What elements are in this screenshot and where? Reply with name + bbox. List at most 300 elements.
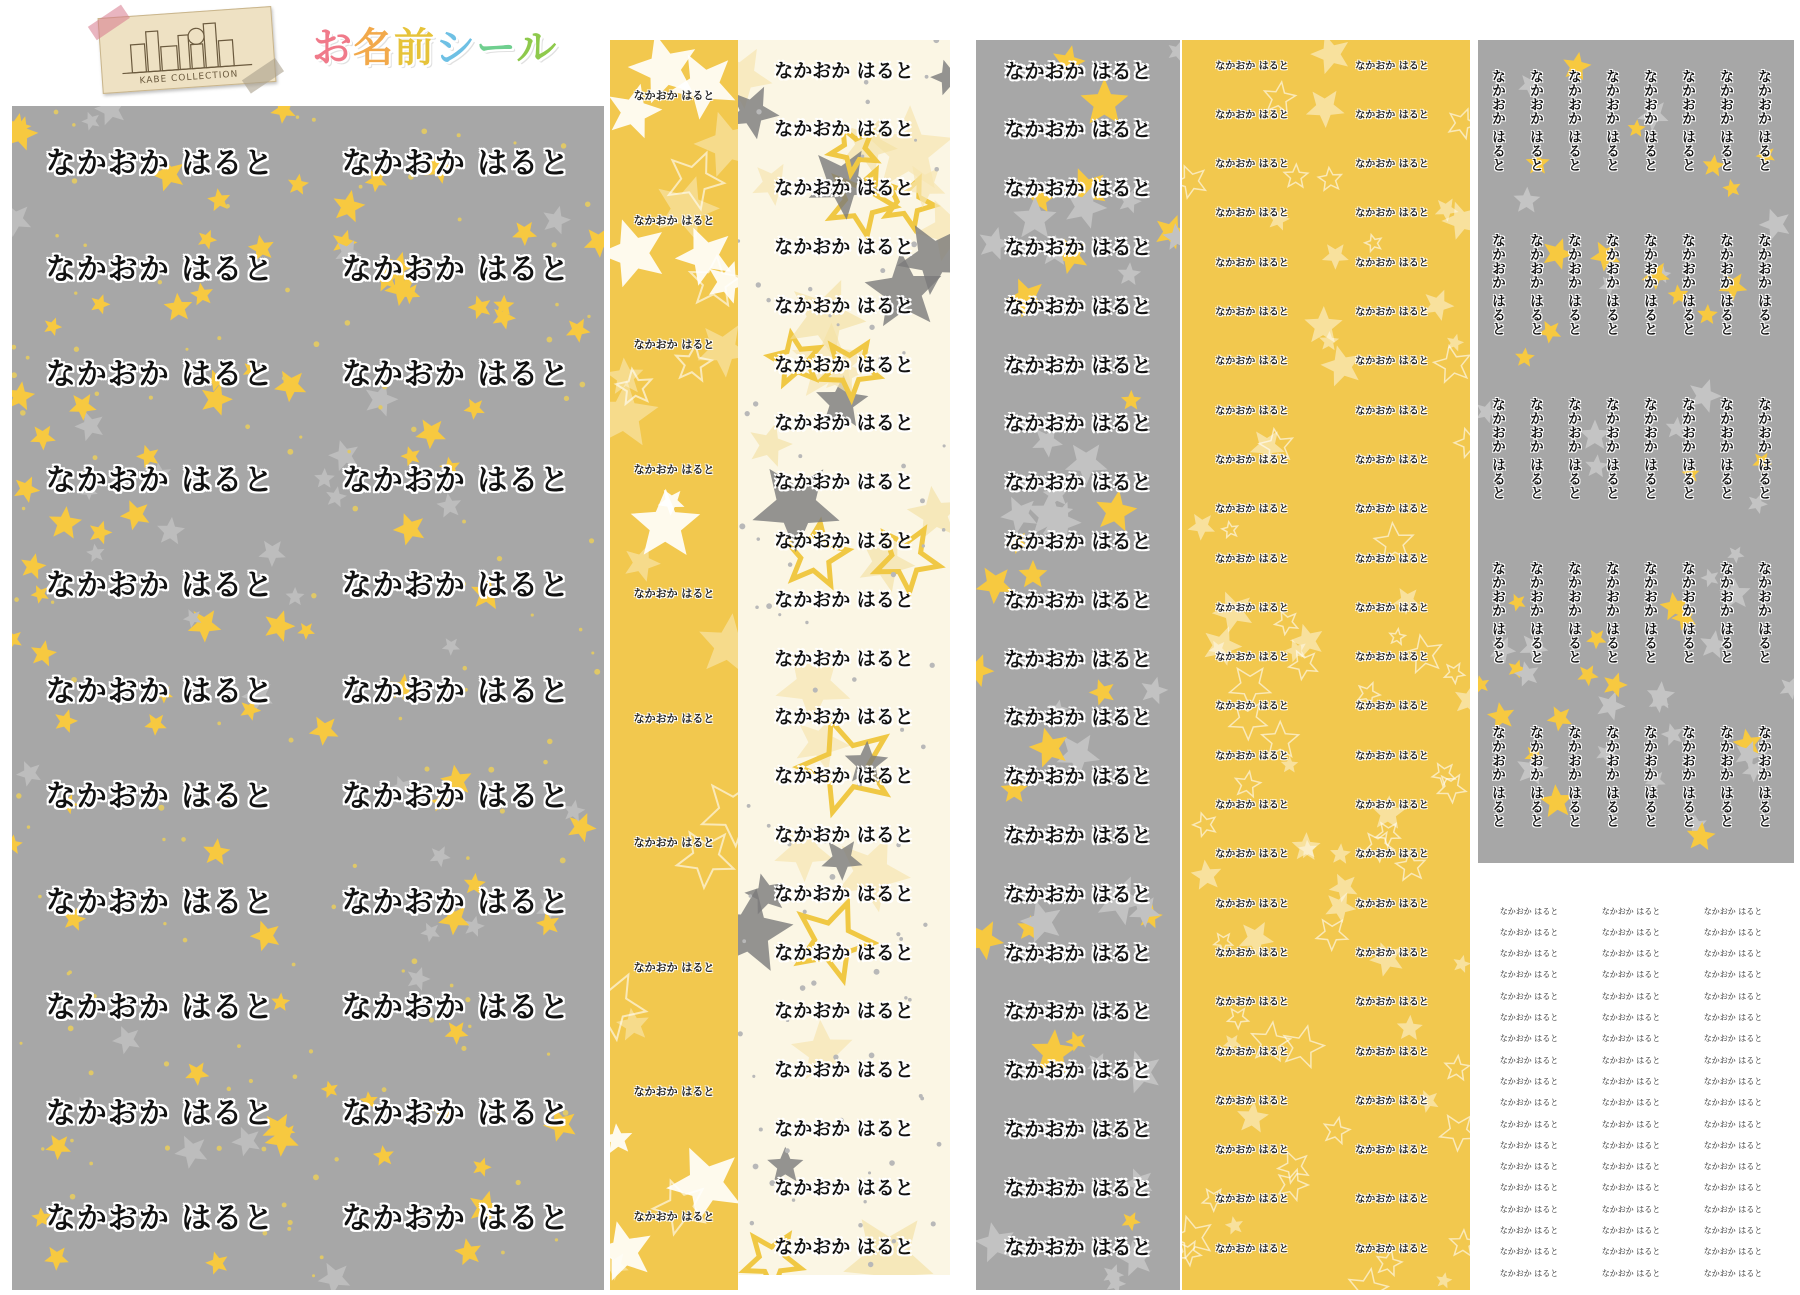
name-sticker: なかおか はると <box>1680 396 1696 500</box>
name-sticker: なかおか はると <box>1756 396 1772 500</box>
name-sticker: なかおか はると <box>1004 234 1152 259</box>
dot-decoration <box>919 1094 923 1098</box>
dot-decoration <box>852 677 857 682</box>
name-sticker: なかおか はると <box>1215 356 1289 368</box>
name-sticker: なかおか はると <box>1355 60 1429 72</box>
name-sticker: なかおか はると <box>1703 1013 1763 1022</box>
name-sticker: なかおか はると <box>1703 1034 1763 1044</box>
star-icon <box>1349 1269 1388 1290</box>
name-sticker: なかおか はると <box>1499 991 1559 1001</box>
dot-decoration <box>811 980 816 985</box>
name-sticker: なかおか はると <box>1004 587 1152 612</box>
title-char: ル <box>516 25 558 71</box>
name-sticker: なかおか はると <box>1604 232 1620 336</box>
star-icon <box>1228 1009 1249 1029</box>
name-sticker: なかおか はると <box>774 529 914 552</box>
star-icon <box>1390 629 1405 644</box>
name-sticker: なかおか はると <box>1215 109 1289 121</box>
name-sticker: なかおか はると <box>774 412 914 435</box>
name-sticker: なかおか はると <box>1355 1145 1429 1157</box>
name-sticker: なかおか はると <box>1215 701 1289 713</box>
name-sticker: なかおか はると <box>1756 68 1772 172</box>
title-char: 名 <box>353 25 394 71</box>
name-sticker: なかおか はると <box>1499 1226 1559 1235</box>
name-sticker: なかおか はると <box>1604 68 1620 172</box>
name-sticker: なかおか はると <box>1355 208 1429 220</box>
dot-decoration <box>27 825 30 828</box>
name-sticker: なかおか はると <box>1004 764 1152 789</box>
name-sticker: なかおか はると <box>633 836 715 849</box>
name-sticker: なかおか はると <box>1490 396 1506 500</box>
name-sticker: なかおか はると <box>45 990 275 1025</box>
name-sticker: なかおか はると <box>1004 58 1152 83</box>
name-sticker: なかおか はると <box>1215 947 1289 959</box>
name-sticker: なかおか はると <box>774 294 914 317</box>
name-sticker: なかおか はると <box>1355 898 1429 910</box>
dot-decoration <box>531 613 534 616</box>
sticker-sheet-grey-vertical <box>1478 40 1794 863</box>
star-icon <box>1225 1216 1243 1235</box>
star-icon <box>44 318 62 337</box>
name-sticker: なかおか はると <box>1215 307 1289 318</box>
name-sticker: なかおか はると <box>1355 1243 1429 1255</box>
name-sticker: なかおか はると <box>1215 602 1289 614</box>
name-sticker: なかおか はると <box>1499 1204 1559 1214</box>
name-sticker: なかおか はると <box>1756 232 1772 336</box>
name-sticker: なかおか はると <box>1215 1095 1289 1107</box>
name-sticker: なかおか はると <box>1718 396 1734 500</box>
name-sticker: なかおか はると <box>1601 1183 1661 1193</box>
kabe-collection-logo <box>98 6 277 94</box>
name-sticker: なかおか はると <box>1215 257 1289 269</box>
star-icon <box>699 613 738 674</box>
dot-decoration <box>466 856 470 860</box>
dot-decoration <box>313 1174 319 1180</box>
name-sticker: なかおか はると <box>774 706 914 729</box>
name-sticker: なかおか はると <box>1703 1204 1763 1214</box>
name-sticker: なかおか はると <box>1528 68 1544 172</box>
dot-decoration <box>921 744 926 749</box>
dot-decoration <box>785 1148 790 1153</box>
name-sticker: なかおか はると <box>633 1209 715 1223</box>
star-icon <box>91 294 110 314</box>
name-sticker: なかおか はると <box>1499 1098 1559 1108</box>
star-icon <box>464 399 485 420</box>
dot-decoration <box>292 963 296 967</box>
sticker-sheet-grey-large <box>12 106 604 1290</box>
name-sticker: なかおか はると <box>1528 724 1544 828</box>
name-sticker: なかおか はると <box>1004 176 1152 201</box>
dot-decoration <box>89 1162 93 1166</box>
dot-decoration <box>458 217 462 221</box>
name-sticker: なかおか はると <box>45 146 275 181</box>
dot-decoration <box>931 1221 936 1226</box>
dot-decoration <box>756 282 761 287</box>
name-sticker: なかおか はると <box>45 1095 275 1131</box>
name-sticker: なかおか はると <box>1703 906 1763 916</box>
name-sticker: なかおか はると <box>1004 705 1152 730</box>
name-sticker: なかおか はると <box>341 357 571 392</box>
name-sticker: なかおか はると <box>1601 1076 1661 1086</box>
name-sticker: なかおか はると <box>1004 1116 1152 1141</box>
name-sticker: なかおか はると <box>633 338 715 351</box>
name-sticker: なかおか はると <box>1499 970 1559 980</box>
name-sticker: なかおか はると <box>1499 1034 1559 1044</box>
name-sticker: なかおか はると <box>1680 724 1696 828</box>
name-sticker: なかおか はると <box>1004 1175 1152 1200</box>
dot-decoration <box>585 201 590 206</box>
name-sticker: なかおか はると <box>1601 1034 1661 1044</box>
star-icon <box>90 521 113 545</box>
dot-decoration <box>226 204 230 208</box>
dot-decoration <box>798 454 802 458</box>
name-sticker: なかおか はると <box>1499 927 1559 937</box>
name-sticker: なかおか はると <box>1215 652 1289 664</box>
dot-decoration <box>309 1049 313 1053</box>
dot-decoration <box>299 436 302 439</box>
dot-decoration <box>320 1255 324 1259</box>
dot-decoration <box>217 336 221 340</box>
dot-decoration <box>411 427 416 432</box>
name-sticker: なかおか はると <box>1499 1013 1559 1022</box>
name-sticker: なかおか はると <box>1756 560 1772 664</box>
dot-decoration <box>41 1147 44 1150</box>
star-icon <box>1188 514 1215 541</box>
title-char: ー <box>476 25 517 71</box>
dot-decoration <box>869 325 874 330</box>
name-sticker: なかおか はると <box>1703 1247 1763 1257</box>
name-sticker: なかおか はると <box>1601 970 1661 980</box>
name-sticker: なかおか はると <box>1004 940 1152 965</box>
name-sticker: なかおか はると <box>1499 1247 1559 1257</box>
name-sticker: なかおか はると <box>1004 117 1152 142</box>
star-icon <box>265 610 295 642</box>
name-sticker: なかおか はると <box>45 1201 275 1236</box>
dot-decoration <box>555 303 559 307</box>
dot-decoration <box>943 444 946 447</box>
dot-decoration <box>245 424 250 429</box>
dot-decoration <box>217 722 221 726</box>
name-sticker: なかおか はると <box>1499 1162 1559 1172</box>
sticker-sheet-white-tiny <box>1478 890 1794 1290</box>
name-sticker: なかおか はると <box>1601 1226 1661 1235</box>
star-icon <box>1604 673 1628 698</box>
name-sticker: なかおか はると <box>1566 396 1582 500</box>
name-sticker: なかおか はると <box>774 941 914 964</box>
star-icon <box>468 295 491 319</box>
name-sticker: なかおか はると <box>1215 800 1289 811</box>
name-sticker: なかおか はると <box>774 177 914 200</box>
name-sticker: なかおか はると <box>774 1059 914 1082</box>
dot-decoration <box>547 739 553 745</box>
name-sticker: なかおか はると <box>1490 560 1506 664</box>
star-icon <box>81 112 99 131</box>
dot-decoration <box>803 910 807 914</box>
name-sticker: なかおか はると <box>774 647 914 670</box>
name-sticker: なかおか はると <box>1718 560 1734 664</box>
name-sticker: なかおか はると <box>1499 906 1559 916</box>
name-sticker: なかおか はると <box>1601 991 1661 1001</box>
star-icon <box>473 1158 491 1177</box>
name-sticker: なかおか はると <box>1355 652 1429 664</box>
dot-decoration <box>788 562 793 567</box>
name-sticker: なかおか はると <box>633 1085 715 1098</box>
name-sticker: なかおか はると <box>1680 560 1696 664</box>
name-sticker: なかおか はると <box>1756 724 1772 828</box>
dot-decoration <box>89 1070 94 1075</box>
dot-decoration <box>72 123 76 127</box>
dot-decoration <box>920 498 925 503</box>
dot-decoration <box>353 864 357 868</box>
star-icon <box>566 319 591 343</box>
name-sticker: なかおか はると <box>1215 159 1289 171</box>
name-sticker: なかおか はると <box>1601 1119 1661 1129</box>
dot-decoration <box>865 100 869 104</box>
name-sticker: なかおか はると <box>1355 701 1429 713</box>
name-sticker: なかおか はると <box>1355 602 1429 614</box>
name-sticker: なかおか はると <box>1703 1076 1763 1086</box>
dot-decoration <box>501 1251 505 1255</box>
dot-decoration <box>933 40 939 43</box>
star-icon <box>309 717 339 746</box>
name-sticker: なかおか はると <box>341 990 571 1025</box>
name-sticker: なかおか はると <box>1566 68 1582 172</box>
name-sticker: なかおか はると <box>1215 1194 1289 1206</box>
name-sticker: なかおか はると <box>1703 949 1763 959</box>
name-sticker: なかおか はると <box>1215 405 1289 417</box>
sticker-sheet-yellow-column <box>610 40 738 1290</box>
name-sticker: なかおか はると <box>1004 528 1152 553</box>
title-char: 前 <box>394 25 435 71</box>
dot-decoration <box>461 1046 466 1051</box>
logo-text: KABE COLLECTION <box>139 69 239 87</box>
name-sticker: なかおか はると <box>341 884 571 920</box>
name-sticker: なかおか はると <box>1215 60 1289 72</box>
name-sticker: なかおか はると <box>1215 553 1289 565</box>
name-sticker: なかおか はると <box>1528 232 1544 336</box>
star-icon <box>12 204 31 237</box>
name-sticker: なかおか はると <box>774 765 914 788</box>
name-sticker: なかおか はると <box>341 462 571 498</box>
name-sticker: なかおか はると <box>1499 1140 1559 1150</box>
name-sticker: なかおか はると <box>1004 646 1152 671</box>
star-icon <box>610 1123 632 1153</box>
name-sticker: なかおか はると <box>774 235 914 258</box>
star-icon <box>442 638 460 655</box>
name-sticker: なかおか はると <box>774 471 914 494</box>
star-icon <box>270 106 295 124</box>
star-icon <box>1191 860 1222 890</box>
name-sticker: なかおか はると <box>774 1117 914 1140</box>
name-sticker: なかおか はると <box>774 118 914 141</box>
name-sticker: なかおか はると <box>1601 949 1661 959</box>
dot-decoration <box>462 520 466 524</box>
name-sticker: なかおか はると <box>1355 997 1429 1009</box>
name-sticker: なかおか はると <box>1490 68 1506 172</box>
star-icon <box>174 1136 207 1169</box>
name-sticker: なかおか はると <box>1566 724 1582 828</box>
name-sticker: なかおか はると <box>341 146 571 181</box>
name-sticker: なかおか はると <box>1355 1194 1429 1206</box>
star-icon <box>1222 522 1238 538</box>
name-sticker: なかおか はると <box>1703 1226 1763 1235</box>
name-sticker: なかおか はると <box>341 1095 571 1131</box>
name-sticker: なかおか はると <box>1499 1055 1559 1065</box>
name-sticker: なかおか はると <box>633 587 715 600</box>
name-sticker: なかおか はると <box>1004 999 1152 1024</box>
star-icon <box>1397 1015 1423 1040</box>
dot-decoration <box>20 410 26 416</box>
name-sticker: なかおか はると <box>1490 724 1506 828</box>
name-sticker: なかおか はると <box>1703 1119 1763 1129</box>
name-sticker: なかおか はると <box>633 213 715 227</box>
star-icon <box>393 513 424 545</box>
name-sticker: なかおか はると <box>1604 396 1620 500</box>
name-sticker: なかおか はると <box>45 462 275 498</box>
star-icon <box>157 517 185 544</box>
name-sticker: なかおか はると <box>1355 109 1429 121</box>
name-sticker: なかおか はると <box>341 1201 571 1236</box>
star-icon <box>164 293 193 321</box>
name-sticker: なかおか はると <box>774 1235 914 1258</box>
name-sticker: なかおか はると <box>1680 68 1696 172</box>
dot-decoration <box>889 1160 895 1166</box>
dot-decoration <box>334 1157 338 1161</box>
star-icon <box>694 112 739 177</box>
star-icon <box>44 1247 69 1271</box>
name-sticker: なかおか はると <box>45 568 275 603</box>
star-icon <box>631 489 701 555</box>
dot-decoration <box>560 858 566 864</box>
dot-decoration <box>19 1042 22 1045</box>
star-icon <box>415 420 446 450</box>
name-sticker: なかおか はると <box>633 462 715 476</box>
star-icon <box>1515 348 1535 367</box>
name-sticker: なかおか はると <box>1642 396 1658 500</box>
dot-decoration <box>923 923 927 927</box>
star-icon <box>12 834 23 854</box>
name-sticker: なかおか はると <box>633 960 715 974</box>
name-sticker: なかおか はると <box>1601 927 1661 937</box>
name-sticker: なかおか はると <box>1601 1013 1661 1022</box>
star-icon <box>205 1252 227 1275</box>
name-sticker: なかおか はると <box>1215 898 1289 910</box>
dot-decoration <box>22 507 25 510</box>
name-sticker: なかおか はると <box>1680 232 1696 336</box>
name-sticker: なかおか はると <box>774 588 914 611</box>
dot-decoration <box>813 687 818 692</box>
dot-decoration <box>312 118 316 122</box>
name-sticker: なかおか はると <box>1703 1098 1763 1108</box>
star-icon <box>203 838 230 865</box>
dot-decoration <box>750 1221 754 1225</box>
name-sticker: なかおか はると <box>341 779 571 814</box>
name-sticker: なかおか はると <box>1703 1183 1763 1193</box>
name-sticker: なかおか はると <box>1215 504 1289 516</box>
star-icon <box>74 411 103 441</box>
star-icon <box>12 629 22 651</box>
dot-decoration <box>874 969 880 975</box>
star-icon <box>1193 813 1215 836</box>
name-sticker: なかおか はると <box>45 779 275 814</box>
name-sticker: なかおか はると <box>1642 232 1658 336</box>
star-icon <box>318 1263 351 1290</box>
name-sticker: なかおか はると <box>1601 906 1661 916</box>
name-sticker: なかおか はると <box>1004 470 1152 495</box>
name-sticker: なかおか はると <box>1566 560 1582 664</box>
name-sticker: なかおか はると <box>1004 411 1152 436</box>
name-sticker: なかおか はると <box>1004 352 1152 377</box>
star-icon <box>625 545 661 582</box>
name-sticker: なかおか はると <box>1601 1098 1661 1108</box>
star-icon <box>94 106 125 125</box>
name-sticker: なかおか はると <box>1355 947 1429 959</box>
dot-decoration <box>293 1074 298 1079</box>
name-sticker: なかおか はると <box>1528 396 1544 500</box>
star-icon <box>1365 235 1381 252</box>
name-sticker: なかおか はると <box>341 251 571 287</box>
name-sticker: なかおか はると <box>1703 1268 1763 1278</box>
name-sticker: なかおか はると <box>774 59 914 82</box>
dot-decoration <box>747 804 751 808</box>
name-sticker: なかおか はると <box>1215 997 1289 1009</box>
dot-decoration <box>183 938 188 943</box>
dot-decoration <box>181 837 186 842</box>
dot-decoration <box>837 323 840 326</box>
dot-decoration <box>891 572 896 577</box>
star-icon <box>1122 1212 1141 1231</box>
name-sticker: なかおか はると <box>1215 1145 1289 1157</box>
name-sticker: なかおか はると <box>1355 356 1429 368</box>
star-icon <box>1514 187 1541 213</box>
name-sticker: なかおか はると <box>1499 1183 1559 1193</box>
name-sticker: なかおか はると <box>1215 849 1289 861</box>
name-sticker: なかおか はると <box>1355 750 1429 762</box>
dot-decoration <box>54 110 59 115</box>
dot-decoration <box>738 1031 743 1036</box>
dot-decoration <box>880 268 885 273</box>
name-sticker: なかおか はると <box>1642 560 1658 664</box>
star-icon <box>1780 677 1794 700</box>
star-icon <box>334 190 366 222</box>
name-sticker: なかおか はると <box>1718 232 1734 336</box>
name-sticker: なかおか はると <box>1355 405 1429 417</box>
name-sticker: なかおか はると <box>1355 849 1429 861</box>
name-sticker: なかおか はると <box>1215 1046 1289 1058</box>
dot-decoration <box>164 1061 169 1066</box>
name-sticker: なかおか はると <box>341 568 571 603</box>
name-sticker: なかおか はると <box>1604 560 1620 664</box>
name-sticker: なかおか はると <box>774 353 914 376</box>
star-icon <box>1118 262 1141 285</box>
star-icon <box>1436 1272 1452 1288</box>
star-icon <box>1478 675 1489 693</box>
name-sticker: なかおか はると <box>1499 1119 1559 1129</box>
name-sticker: なかおか はると <box>1601 1140 1661 1150</box>
dot-decoration <box>412 958 418 964</box>
dot-decoration <box>805 621 808 624</box>
name-sticker: なかおか はると <box>1355 307 1429 318</box>
name-sticker: なかおか はると <box>1703 1140 1763 1150</box>
star-icon <box>373 1145 394 1166</box>
name-sticker: なかおか はると <box>341 673 571 709</box>
dot-decoration <box>868 1262 873 1267</box>
dot-decoration <box>289 738 294 743</box>
name-sticker: なかおか はると <box>1215 750 1289 762</box>
dot-decoration <box>589 538 594 543</box>
name-sticker: なかおか はると <box>1355 1095 1429 1107</box>
star-icon <box>543 206 571 235</box>
